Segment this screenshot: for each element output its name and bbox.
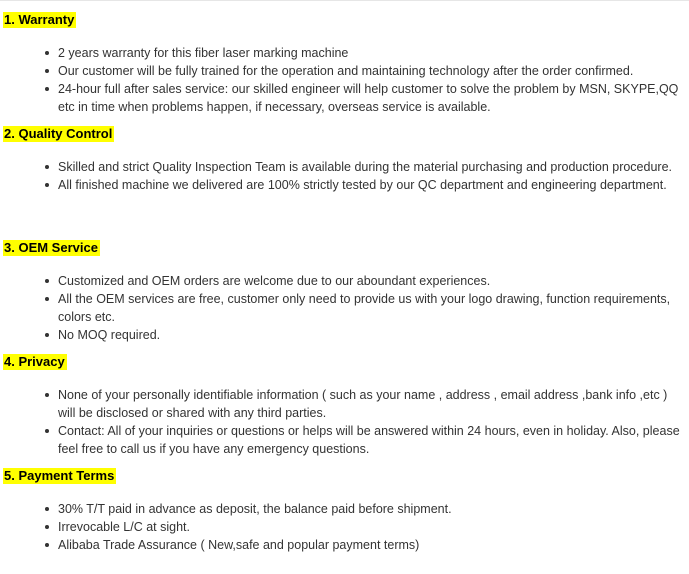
- section-heading: 5. Payment Terms: [4, 468, 115, 483]
- list-item: No MOQ required.: [3, 326, 683, 344]
- section-oem-service: [3, 239, 683, 344]
- section-warranty: [3, 11, 683, 116]
- bullet-list: [3, 500, 683, 554]
- section-privacy: [3, 353, 683, 458]
- list-item: Our customer will be fully trained for the operation and maintaining technology after the order confirmed.: [3, 62, 683, 80]
- list-item: Alibaba Trade Assurance ( New,safe and popular payment terms): [3, 536, 683, 554]
- list-item: Irrevocable L/C at sight.: [3, 518, 683, 536]
- list-item: Contact: All of your inquiries or questions or helps will be answered within 24 hours, even in holiday. Also, please feel free to call us if you have any emergency questions.: [3, 422, 683, 458]
- list-item: All the OEM services are free, customer only need to provide us with your logo drawing, function requirements, colors etc.: [3, 290, 683, 326]
- section-heading: 3. OEM Service: [4, 240, 98, 255]
- bullet-list: [3, 386, 683, 458]
- list-item: Skilled and strict Quality Inspection Team is available during the material purchasing and production procedure.: [3, 158, 683, 176]
- section-payment-terms: [3, 467, 683, 554]
- section-heading: 2. Quality Control: [4, 126, 113, 141]
- list-item: 30% T/T paid in advance as deposit, the balance paid before shipment.: [3, 500, 683, 518]
- list-item: 2 years warranty for this fiber laser marking machine: [3, 44, 683, 62]
- bullet-list: [3, 272, 683, 344]
- section-heading: 1. Warranty: [4, 12, 75, 27]
- list-item: All finished machine we delivered are 100% strictly tested by our QC department and engineering department.: [3, 176, 683, 194]
- list-item: 24-hour full after sales service: our skilled engineer will help customer to solve the problem by MSN, SKYPE,QQ etc in time when problems happen, if necessary, overseas service is available.: [3, 80, 683, 116]
- bullet-list: [3, 158, 683, 194]
- section-heading: 4. Privacy: [4, 354, 65, 369]
- list-item: Customized and OEM orders are welcome due to our aboundant experiences.: [3, 272, 683, 290]
- section-quality-control: [3, 125, 683, 194]
- bullet-list: [3, 44, 683, 116]
- list-item: None of your personally identifiable information ( such as your name , address , email address ,bank info ,etc ) will be disclosed or shared with any third parties.: [3, 386, 683, 422]
